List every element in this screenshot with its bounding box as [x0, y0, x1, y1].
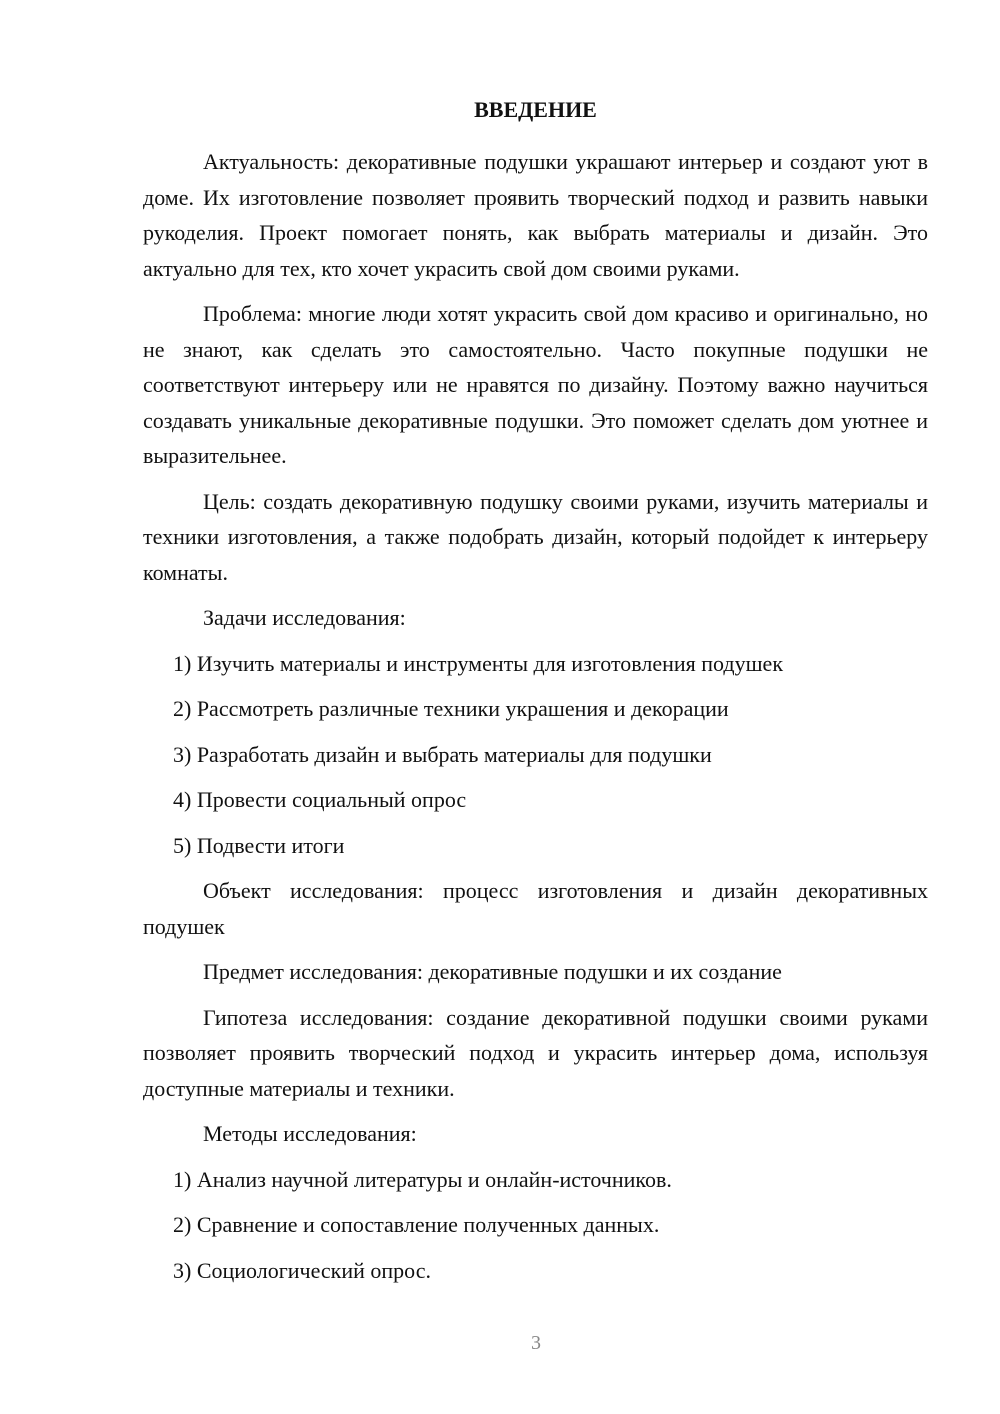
method-item: 2) Сравнение и сопоставление полученных данных.: [173, 1212, 660, 1237]
object-paragraph: Объект исследования: процесс изготовления и дизайн декоративных подушек: [143, 878, 928, 939]
goal-paragraph: Цель: создать декоративную подушку своими руками, изучить материалы и техники изготовления, а также подобрать дизайн, который подойдет к интерьеру комнаты.: [143, 488, 928, 585]
task-item: 3) Разработать дизайн и выбрать материалы для подушки: [173, 741, 712, 767]
task-item: 2) Рассмотреть различные техники украшения и декорации: [173, 696, 729, 721]
method-item: 1) Анализ научной литературы и онлайн-источников.: [173, 1166, 672, 1192]
tasks-label: Задачи исследования:: [203, 605, 406, 630]
method-item: 3) Социологический опрос.: [173, 1257, 431, 1283]
task-item: 1) Изучить материалы и инструменты для изготовления подушек: [173, 650, 784, 676]
methods-list: [143, 1162, 928, 1289]
subject-paragraph: Предмет исследования: декоративные подушки и их создание: [203, 959, 782, 984]
task-item: 4) Провести социальный опрос: [173, 787, 467, 812]
methods-label: Методы исследования:: [203, 1121, 417, 1146]
section-heading: ВВЕДЕНИЕ: [474, 97, 597, 122]
problem-paragraph: Проблема: многие люди хотят украсить свой дом красиво и оригинально, но не знают, как сделать это самостоятельно. Часто покупные подушки не соответствуют интерьеру или не нравятся по дизайну. Поэтому важно научиться создавать уникальные декоративные подушки. Это поможет сделать дом уютнее и выразительнее.: [143, 301, 928, 468]
task-item: 5) Подвести итоги: [173, 832, 345, 858]
hypothesis-paragraph: Гипотеза исследования: создание декоративной подушки своими руками позволяет проявить творческий подход и украсить интерьер дома, используя доступные материалы и техники.: [143, 1004, 928, 1101]
tasks-list: [143, 646, 928, 864]
page-number: 3: [531, 1332, 541, 1354]
relevance-paragraph: Актуальность: декоративные подушки украшают интерьер и создают уют в доме. Их изготовление позволяет проявить творческий подход и развить навыки рукоделия. Проект помогает понять, как выбрать материалы и дизайн. Это актуально для тех, кто хочет украсить свой дом своими руками.: [143, 149, 928, 281]
page-content: [143, 94, 928, 1298]
